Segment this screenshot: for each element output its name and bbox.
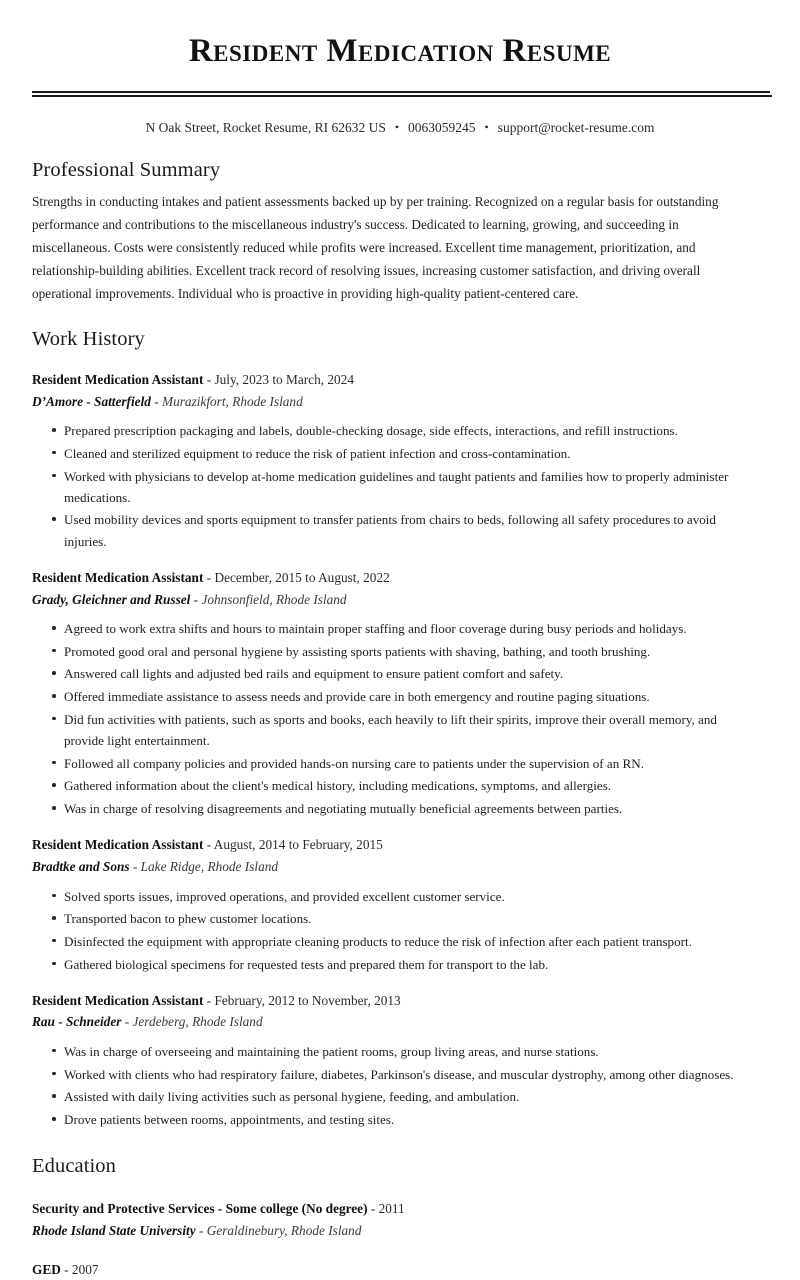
education-heading: Education <box>32 1154 117 1177</box>
education-list <box>32 1198 770 1280</box>
job-title-line <box>32 991 770 1012</box>
job-location: Lake Ridge, Rhode Island <box>140 858 279 874</box>
list-item: Followed all company policies and provided hands-on nursing care to patients under the supervision of an RN. <box>52 753 758 774</box>
job-title-line <box>32 370 770 391</box>
job-company: Rau - Schneider <box>32 1014 122 1030</box>
job-title-line <box>32 568 770 589</box>
job-dash: - <box>206 372 212 388</box>
list-item: Answered call lights and adjusted bed rails and equipment to ensure patient comfort and safety. <box>52 663 758 684</box>
job-title: Resident Medication Assistant <box>32 837 204 853</box>
education-entry <box>32 1198 770 1241</box>
education-degree: Security and Protective Services - Some college (No degree) <box>32 1201 368 1217</box>
job-location: Jerdeberg, Rhode Island <box>132 1014 263 1030</box>
contact-email: support@rocket-resume.com <box>497 119 655 135</box>
job-company-line <box>32 589 770 611</box>
contact-info <box>0 119 800 137</box>
job-responsibilities <box>32 420 770 552</box>
list-item: Was in charge of resolving disagreements and negotiating mutually beneficial agreements between parties. <box>52 798 758 819</box>
education-degree-line <box>32 1259 770 1280</box>
list-item: Cleaned and sterilized equipment to reduce the risk of patient infection and cross-contamination. <box>52 443 758 464</box>
education-year: 2011 <box>378 1201 405 1217</box>
company-dash: - <box>124 1014 130 1030</box>
section-work-history <box>0 305 800 1130</box>
job-company-line <box>32 391 770 413</box>
education-degree-line <box>32 1198 770 1219</box>
education-dash: - <box>64 1262 69 1278</box>
education-degree: GED <box>32 1262 61 1278</box>
work-history-entry <box>32 991 770 1130</box>
list-item: Worked with clients who had respiratory failure, diabetes, Parkinson's disease, and muscular dystrophy, among other diagnoses. <box>52 1064 758 1085</box>
job-company: Bradtke and Sons <box>32 858 130 874</box>
list-item: Was in charge of overseeing and maintaining the patient rooms, group living areas, and nurse stations. <box>52 1041 758 1062</box>
list-item: Prepared prescription packaging and labels, double-checking dosage, side effects, interactions, and refill instructions. <box>52 420 758 441</box>
job-title: Resident Medication Assistant <box>32 372 204 388</box>
job-dates: August, 2014 to February, 2015 <box>213 837 383 853</box>
list-item: Worked with physicians to develop at-home medication guidelines and taught patients and families how to properly administer medications. <box>52 466 758 508</box>
list-item: Assisted with daily living activities such as personal hygiene, feeding, and ambulation. <box>52 1086 758 1107</box>
job-dash: - <box>206 992 212 1008</box>
education-school-line <box>32 1220 770 1242</box>
list-item: Transported bacon to phew customer locations. <box>52 908 758 929</box>
list-item: Used mobility devices and sports equipment to transfer patients from chairs to beds, following all safety procedures to avoid injuries. <box>52 509 758 551</box>
list-item: Promoted good oral and personal hygiene by assisting sports patients with shaving, bathing, and tooth brushing. <box>52 641 758 662</box>
section-professional-summary <box>0 136 800 305</box>
summary-text: Strengths in conducting intakes and patient assessments backed up by per training. Recognized on a regular basis for outstanding performance and contributions to the miscellaneous industry's success. Dedicated to learning, growing, and succeeding in miscellaneous. Costs were consistently reduced while profits were increased. Excellent time management, prioritization, and relationship-building abilities. Excellent track record of resolving issues, increasing customer satisfaction, and driving overall operational improvements. Individual who is proactive in providing high-quality patient-centered care. <box>32 194 719 301</box>
job-dash: - <box>206 837 212 853</box>
divider-line-bottom <box>32 95 772 97</box>
job-dates: February, 2012 to November, 2013 <box>214 992 401 1008</box>
work-history-entry <box>32 835 770 974</box>
list-item: Gathered information about the client's medical history, including medications, symptoms, and allergies. <box>52 775 758 796</box>
job-location: Johnsonfield, Rhode Island <box>201 591 347 607</box>
education-year: 2007 <box>71 1262 99 1278</box>
company-dash: - <box>193 591 199 607</box>
company-dash: - <box>154 393 159 409</box>
page-title: Resident Medication Resume <box>188 33 612 69</box>
job-title: Resident Medication Assistant <box>32 569 204 585</box>
job-dates: July, 2023 to March, 2024 <box>214 372 354 388</box>
job-company: D’Amore - Satterfield <box>32 393 151 409</box>
job-responsibilities <box>32 618 770 819</box>
job-title: Resident Medication Assistant <box>32 992 204 1008</box>
list-item: Did fun activities with patients, such as sports and books, each heavily to lift their spirits, improve their overall memory, and provide light entertainment. <box>52 709 758 751</box>
job-dash: - <box>206 569 212 585</box>
contact-phone: 0063059245 <box>408 119 476 135</box>
company-dash: - <box>132 858 138 874</box>
contact-address: N Oak Street, Rocket Resume, RI 62632 US <box>145 119 386 135</box>
work-history-list <box>32 370 770 1130</box>
work-history-entry <box>32 568 770 819</box>
contact-separator-2: • <box>484 119 489 134</box>
job-title-line <box>32 835 770 856</box>
job-location: Murazikfort, Rhode Island <box>162 393 303 409</box>
work-history-entry <box>32 370 770 552</box>
contact-separator-1: • <box>394 119 400 134</box>
work-history-heading: Work History <box>32 328 145 351</box>
job-company-line <box>32 856 770 878</box>
job-company: Grady, Gleichner and Russel <box>32 591 191 607</box>
header-divider <box>32 91 770 97</box>
job-responsibilities <box>32 886 770 975</box>
list-item: Gathered biological specimens for requested tests and prepared them for transport to the lab. <box>52 954 758 975</box>
education-entry <box>32 1259 770 1280</box>
job-responsibilities <box>32 1041 770 1130</box>
list-item: Drove patients between rooms, appointments, and testing sites. <box>52 1109 758 1130</box>
list-item: Disinfected the equipment with appropriate cleaning products to reduce the risk of infection after each patient transport. <box>52 931 758 952</box>
education-dash: - <box>370 1201 376 1217</box>
list-item: Agreed to work extra shifts and hours to maintain proper staffing and floor coverage during busy periods and holidays. <box>52 618 758 639</box>
job-dates: December, 2015 to August, 2022 <box>214 569 390 585</box>
education-location: Geraldinebury, Rhode Island <box>206 1222 362 1238</box>
school-dash: - <box>198 1222 204 1238</box>
education-school: Rhode Island State University <box>32 1222 196 1238</box>
list-item: Offered immediate assistance to assess needs and provide care in both emergency and routine paging situations. <box>52 686 758 707</box>
section-education <box>0 1132 800 1280</box>
list-item: Solved sports issues, improved operations, and provided excellent customer service. <box>52 886 758 907</box>
job-company-line <box>32 1011 770 1033</box>
summary-heading: Professional Summary <box>32 159 221 182</box>
